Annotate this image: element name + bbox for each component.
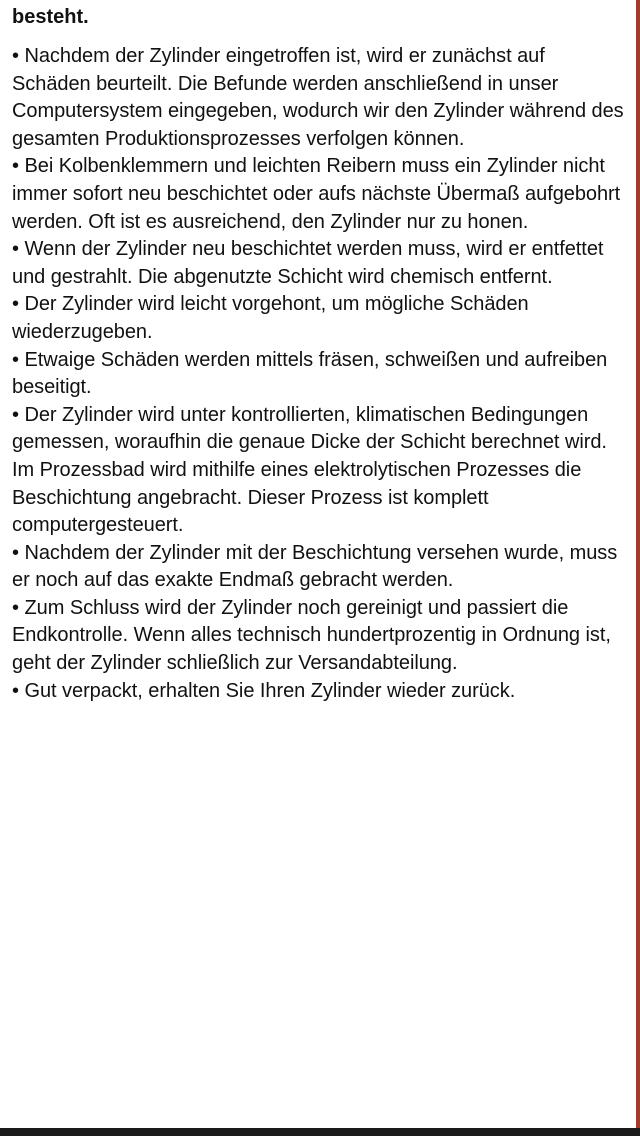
article-content [12, 0, 628, 705]
step-paragraph: • Der Zylinder wird leicht vorgehont, um mögliche Schäden wiederzugeben. [12, 293, 529, 343]
right-edge-rule [636, 0, 640, 1128]
step-paragraph: • Der Zylinder wird unter kontrollierten, klimatischen Bedingungen gemessen, woraufhin die genaue Dicke der Schicht berechnet wird. Im Prozessbad wird mithilfe eines elektrolytischen Prozesses die Beschichtung angebracht. Dieser Prozess ist komplett computergesteuert. [12, 403, 607, 537]
step-paragraph: • Nachdem der Zylinder mit der Beschichtung versehen wurde, muss er noch auf das exakte Endmaß gebracht werden. [12, 541, 618, 592]
step-paragraph: • Gut verpackt, erhalten Sie Ihren Zylinder wieder zurück. [12, 679, 516, 702]
step-paragraph: • Etwaige Schäden werden mittels fräsen, schweißen und aufreiben beseitigt. [12, 348, 608, 399]
step-paragraph: • Nachdem der Zylinder eingetroffen ist, wird er zunächst auf Schäden beurteilt. Die Befunde werden anschließend in unser Computersystem eingegeben, wodurch wir den Zylinder während des gesamten Produktionsprozesses verfolgen können. [12, 45, 624, 150]
step-paragraph: • Wenn der Zylinder neu beschichtet werden muss, wird er entfettet und gestrahlt. Die abgenutzte Schicht wird chemisch entfernt. [12, 238, 604, 288]
step-paragraph: • Bei Kolbenklemmern und leichten Reibern muss ein Zylinder nicht immer sofort neu beschichtet oder aufs nächste Übermaß aufgebohrt werden. Oft ist es ausreichend, den Zylinder nur zu honen. [12, 155, 621, 233]
bottom-edge-rule [0, 1128, 640, 1136]
article-heading: besteht. [12, 6, 89, 28]
step-paragraph: • Zum Schluss wird der Zylinder noch gereinigt und passiert die Endkontrolle. Wenn alles technisch hundertprozentig in Ordnung ist, geht der Zylinder schließlich zur Versandabteilung. [12, 596, 611, 675]
